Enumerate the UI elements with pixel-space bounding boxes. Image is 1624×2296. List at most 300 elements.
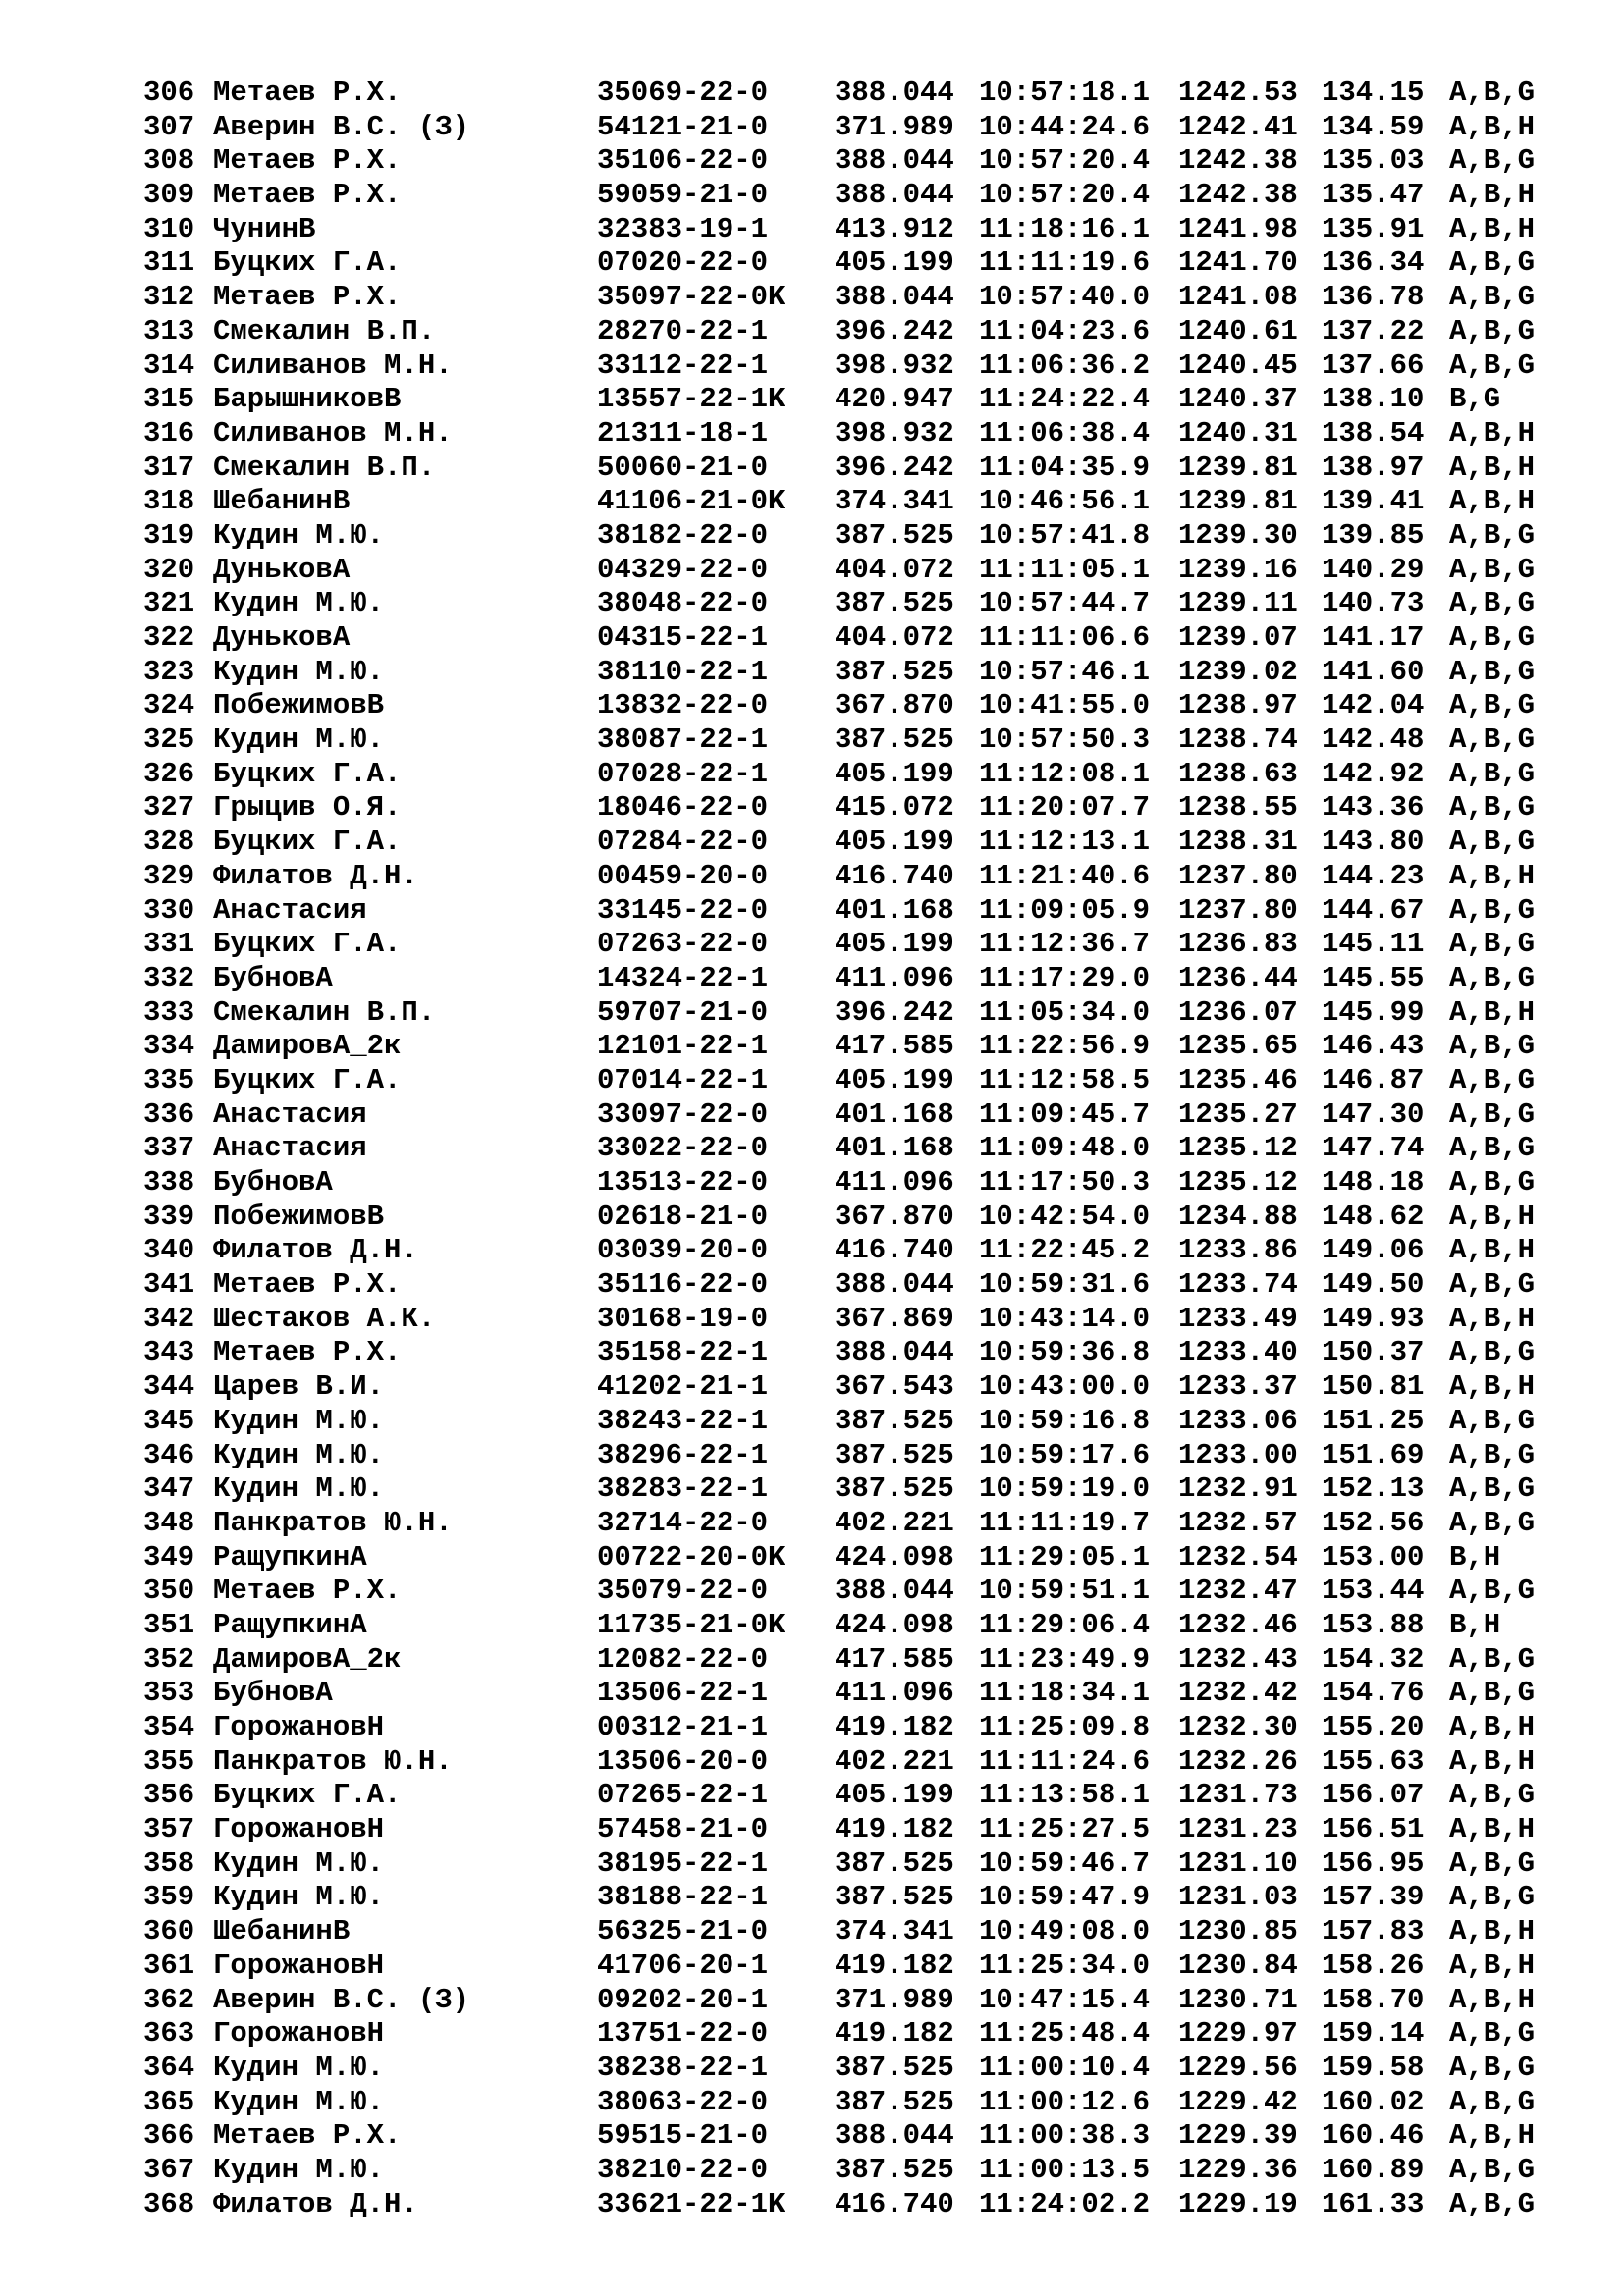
distance-value: 387.525 [835,1472,954,1506]
points-value: 139.41 [1322,485,1425,518]
ring-code: 59515-21-0 [597,2119,769,2153]
speed-value: 1239.30 [1178,518,1298,552]
participant-name: ДамировА_2к [213,1642,402,1676]
ring-code: 57458-21-0 [597,1813,769,1846]
arrival-time: 11:13:58.1 [979,1779,1151,1812]
participant-name: Метаев Р.Х. [213,77,402,109]
points-value: 157.83 [1322,1915,1425,1949]
category-flags: A,B,G [1449,1030,1536,1063]
points-value: 145.55 [1322,961,1425,994]
row-number: 323 [143,655,195,688]
speed-value: 1232.43 [1178,1642,1298,1676]
arrival-time: 11:24:02.2 [979,2187,1151,2220]
row-number: 366 [143,2119,195,2153]
arrival-time: 11:18:34.1 [979,1677,1151,1710]
category-flags: A,B,G [1449,1779,1536,1812]
points-value: 156.95 [1322,1846,1425,1880]
arrival-time: 10:44:24.6 [979,110,1151,143]
distance-value: 413.912 [835,212,954,245]
row-number: 324 [143,689,195,722]
row-number: 328 [143,826,195,859]
arrival-time: 11:23:49.9 [979,1642,1151,1676]
ring-code: 12082-22-0 [597,1642,769,1676]
ring-code: 35097-22-0K [597,281,785,314]
speed-value: 1236.44 [1178,961,1298,994]
category-flags: A,B,G [1449,2017,1536,2051]
row-number: 335 [143,1063,195,1096]
row-number: 364 [143,2051,195,2084]
arrival-time: 11:25:27.5 [979,1813,1151,1846]
category-flags: A,B,G [1449,1846,1536,1880]
speed-value: 1234.88 [1178,1200,1298,1233]
speed-value: 1233.37 [1178,1370,1298,1404]
speed-value: 1232.30 [1178,1711,1298,1743]
arrival-time: 11:17:50.3 [979,1166,1151,1199]
category-flags: A,B,G [1449,1438,1536,1471]
speed-value: 1233.40 [1178,1336,1298,1369]
row-number: 310 [143,212,195,245]
category-flags: A,B,G [1449,791,1536,825]
row-number: 327 [143,791,195,825]
row-number: 344 [143,1370,195,1404]
row-number: 365 [143,2085,195,2118]
distance-value: 420.947 [835,383,954,416]
points-value: 156.07 [1322,1779,1425,1812]
ring-code: 00722-20-0K [597,1540,785,1574]
distance-value: 401.168 [835,893,954,927]
category-flags: A,B,G [1449,1336,1536,1369]
arrival-time: 10:46:56.1 [979,485,1151,518]
distance-value: 388.044 [835,1268,954,1302]
distance-value: 374.341 [835,1915,954,1949]
category-flags: A,B,G [1449,2051,1536,2084]
row-number: 317 [143,451,195,484]
row-number: 351 [143,1608,195,1641]
speed-value: 1235.27 [1178,1097,1298,1131]
ring-code: 32383-19-1 [597,212,769,245]
participant-name: ГорожановН [213,1711,385,1743]
points-value: 161.33 [1322,2187,1425,2220]
ring-code: 04315-22-1 [597,621,769,654]
ring-code: 38182-22-0 [597,518,769,552]
speed-value: 1233.49 [1178,1302,1298,1335]
row-number: 329 [143,859,195,892]
ring-code: 13506-20-0 [597,1744,769,1778]
row-number: 358 [143,1846,195,1880]
speed-value: 1233.74 [1178,1268,1298,1302]
arrival-time: 11:00:12.6 [979,2085,1151,2118]
distance-value: 405.199 [835,1063,954,1096]
row-number: 363 [143,2017,195,2051]
row-number: 348 [143,1506,195,1539]
arrival-time: 10:42:54.0 [979,1200,1151,1233]
participant-name: Силиванов М.Н. [213,348,453,382]
arrival-time: 11:11:06.6 [979,621,1151,654]
points-value: 146.87 [1322,1063,1425,1096]
distance-value: 401.168 [835,1132,954,1165]
participant-name: Кудин М.Ю. [213,1404,385,1437]
participant-name: Кудин М.Ю. [213,723,385,757]
category-flags: A,B,G [1449,928,1536,961]
category-flags: A,B,G [1449,723,1536,757]
participant-name: Аверин В.С. (З) [213,110,470,143]
category-flags: A,B,G [1449,348,1536,382]
speed-value: 1232.26 [1178,1744,1298,1778]
participant-name: БубновА [213,1166,333,1199]
points-value: 142.92 [1322,757,1425,790]
speed-value: 1241.70 [1178,246,1298,280]
ring-code: 13832-22-0 [597,689,769,722]
ring-code: 35158-22-1 [597,1336,769,1369]
arrival-time: 11:00:38.3 [979,2119,1151,2153]
speed-value: 1229.56 [1178,2051,1298,2084]
row-number: 349 [143,1540,195,1574]
arrival-time: 10:59:16.8 [979,1404,1151,1437]
arrival-time: 11:09:05.9 [979,893,1151,927]
row-number: 341 [143,1268,195,1302]
distance-value: 371.989 [835,1983,954,2016]
distance-value: 404.072 [835,621,954,654]
participant-name: Метаев Р.Х. [213,2119,402,2153]
arrival-time: 11:25:48.4 [979,2017,1151,2051]
participant-name: Кудин М.Ю. [213,587,385,620]
distance-value: 398.932 [835,416,954,450]
points-value: 138.97 [1322,451,1425,484]
distance-value: 387.525 [835,1404,954,1437]
participant-name: БубновА [213,961,333,994]
participant-name: Буцких Г.А. [213,1063,402,1096]
row-number: 357 [143,1813,195,1846]
ring-code: 33097-22-0 [597,1097,769,1131]
row-number: 307 [143,110,195,143]
distance-value: 405.199 [835,757,954,790]
row-number: 321 [143,587,195,620]
ring-code: 13513-22-0 [597,1166,769,1199]
row-number: 326 [143,757,195,790]
points-value: 138.10 [1322,383,1425,416]
participant-name: Кудин М.Ю. [213,2051,385,2084]
category-flags: A,B,H [1449,485,1536,518]
category-flags: A,B,G [1449,587,1536,620]
arrival-time: 11:25:09.8 [979,1711,1151,1743]
arrival-time: 11:18:16.1 [979,212,1151,245]
distance-value: 367.543 [835,1370,954,1404]
distance-value: 396.242 [835,995,954,1029]
participant-name: ДуньковА [213,553,351,586]
speed-value: 1232.91 [1178,1472,1298,1506]
participant-name: Царев В.И. [213,1370,385,1404]
distance-value: 388.044 [835,1575,954,1608]
participant-name: Кудин М.Ю. [213,1472,385,1506]
points-value: 153.00 [1322,1540,1425,1574]
category-flags: A,B,G [1449,2187,1536,2220]
ring-code: 38048-22-0 [597,587,769,620]
speed-value: 1232.42 [1178,1677,1298,1710]
points-value: 160.89 [1322,2153,1425,2186]
points-value: 135.91 [1322,212,1425,245]
speed-value: 1238.97 [1178,689,1298,722]
points-value: 143.80 [1322,826,1425,859]
participant-name: Смекалин В.П. [213,995,436,1029]
arrival-time: 10:57:18.1 [979,77,1151,109]
participant-name: Кудин М.Ю. [213,2153,385,2186]
speed-value: 1232.46 [1178,1608,1298,1641]
arrival-time: 11:20:07.7 [979,791,1151,825]
row-number: 332 [143,961,195,994]
speed-value: 1238.74 [1178,723,1298,757]
ring-code: 50060-21-0 [597,451,769,484]
row-number: 354 [143,1711,195,1743]
ring-code: 38188-22-1 [597,1881,769,1914]
speed-value: 1232.57 [1178,1506,1298,1539]
distance-value: 416.740 [835,859,954,892]
participant-name: Метаев Р.Х. [213,1575,402,1608]
row-number: 336 [143,1097,195,1131]
participant-name: Кудин М.Ю. [213,518,385,552]
arrival-time: 11:22:56.9 [979,1030,1151,1063]
ring-code: 07020-22-0 [597,246,769,280]
category-flags: A,B,G [1449,621,1536,654]
speed-value: 1231.10 [1178,1846,1298,1880]
row-number: 346 [143,1438,195,1471]
arrival-time: 11:05:34.0 [979,995,1151,1029]
ring-code: 38296-22-1 [597,1438,769,1471]
arrival-time: 10:59:46.7 [979,1846,1151,1880]
ring-code: 38087-22-1 [597,723,769,757]
points-value: 154.76 [1322,1677,1425,1710]
points-value: 151.25 [1322,1404,1425,1437]
ring-code: 07284-22-0 [597,826,769,859]
ring-code: 18046-22-0 [597,791,769,825]
row-number: 313 [143,314,195,347]
category-flags: A,B,H [1449,995,1536,1029]
points-value: 141.60 [1322,655,1425,688]
distance-value: 398.932 [835,348,954,382]
participant-name: Метаев Р.Х. [213,179,402,212]
arrival-time: 10:59:36.8 [979,1336,1151,1369]
speed-value: 1230.85 [1178,1915,1298,1949]
row-number: 325 [143,723,195,757]
category-flags: A,B,G [1449,1166,1536,1199]
arrival-time: 10:57:44.7 [979,587,1151,620]
participant-name: ГорожановН [213,1813,385,1846]
distance-value: 416.740 [835,2187,954,2220]
points-value: 160.46 [1322,2119,1425,2153]
participant-name: Метаев Р.Х. [213,144,402,178]
category-flags: A,B,G [1449,655,1536,688]
row-number: 352 [143,1642,195,1676]
arrival-time: 11:29:05.1 [979,1540,1151,1574]
speed-value: 1240.37 [1178,383,1298,416]
speed-value: 1235.65 [1178,1030,1298,1063]
points-value: 143.36 [1322,791,1425,825]
points-value: 150.81 [1322,1370,1425,1404]
points-value: 152.56 [1322,1506,1425,1539]
arrival-time: 11:12:36.7 [979,928,1151,961]
points-value: 159.14 [1322,2017,1425,2051]
points-value: 151.69 [1322,1438,1425,1471]
distance-value: 417.585 [835,1642,954,1676]
category-flags: A,B,G [1449,2153,1536,2186]
speed-value: 1236.07 [1178,995,1298,1029]
speed-value: 1238.31 [1178,826,1298,859]
ring-code: 59707-21-0 [597,995,769,1029]
points-value: 145.99 [1322,995,1425,1029]
category-flags: A,B,G [1449,1268,1536,1302]
arrival-time: 10:57:20.4 [979,179,1151,212]
category-flags: A,B,H [1449,859,1536,892]
distance-value: 417.585 [835,1030,954,1063]
arrival-time: 11:12:58.5 [979,1063,1151,1096]
participant-name: БарышниковВ [213,383,402,416]
row-number: 343 [143,1336,195,1369]
points-value: 155.20 [1322,1711,1425,1743]
participant-name: Кудин М.Ю. [213,655,385,688]
distance-value: 388.044 [835,281,954,314]
points-value: 136.78 [1322,281,1425,314]
row-number: 333 [143,995,195,1029]
points-value: 159.58 [1322,2051,1425,2084]
row-number: 306 [143,77,195,109]
ring-code: 28270-22-1 [597,314,769,347]
distance-value: 411.096 [835,961,954,994]
category-flags: A,B,G [1449,1063,1536,1096]
distance-value: 387.525 [835,2051,954,2084]
speed-value: 1235.12 [1178,1166,1298,1199]
points-value: 139.85 [1322,518,1425,552]
category-flags: A,B,G [1449,1097,1536,1131]
distance-value: 387.525 [835,518,954,552]
speed-value: 1238.63 [1178,757,1298,790]
ring-code: 35106-22-0 [597,144,769,178]
arrival-time: 10:59:17.6 [979,1438,1151,1471]
participant-name: Шестаков А.К. [213,1302,436,1335]
arrival-time: 10:47:15.4 [979,1983,1151,2016]
participant-name: Филатов Д.Н. [213,1234,418,1267]
row-number: 342 [143,1302,195,1335]
ring-code: 38110-22-1 [597,655,769,688]
participant-name: Буцких Г.А. [213,826,402,859]
ring-code: 30168-19-0 [597,1302,769,1335]
participant-name: Смекалин В.П. [213,314,436,347]
participant-name: Метаев Р.Х. [213,1336,402,1369]
participant-name: Анастасия [213,1132,367,1165]
arrival-time: 10:57:46.1 [979,655,1151,688]
row-number: 331 [143,928,195,961]
category-flags: A,B,G [1449,2085,1536,2118]
category-flags: A,B,G [1449,757,1536,790]
row-number: 330 [143,893,195,927]
participant-name: ГорожановН [213,1949,385,1982]
points-value: 135.47 [1322,179,1425,212]
row-number: 360 [143,1915,195,1949]
ring-code: 33022-22-0 [597,1132,769,1165]
category-flags: A,B,G [1449,314,1536,347]
category-flags: A,B,H [1449,1813,1536,1846]
distance-value: 415.072 [835,791,954,825]
points-value: 157.39 [1322,1881,1425,1914]
category-flags: A,B,G [1449,893,1536,927]
ring-code: 07265-22-1 [597,1779,769,1812]
ring-code: 13557-22-1K [597,383,785,416]
speed-value: 1229.97 [1178,2017,1298,2051]
participant-name: Анастасия [213,1097,367,1131]
distance-value: 401.168 [835,1097,954,1131]
points-value: 135.03 [1322,144,1425,178]
ring-code: 35069-22-0 [597,77,769,109]
category-flags: A,B,G [1449,1575,1536,1608]
points-value: 158.70 [1322,1983,1425,2016]
category-flags: A,B,G [1449,518,1536,552]
points-value: 150.37 [1322,1336,1425,1369]
distance-value: 411.096 [835,1677,954,1710]
speed-value: 1230.71 [1178,1983,1298,2016]
participant-name: Кудин М.Ю. [213,1438,385,1471]
distance-value: 424.098 [835,1608,954,1641]
arrival-time: 11:11:19.6 [979,246,1151,280]
row-number: 320 [143,553,195,586]
category-flags: A,B,G [1449,689,1536,722]
arrival-time: 11:25:34.0 [979,1949,1151,1982]
speed-value: 1239.81 [1178,485,1298,518]
arrival-time: 11:22:45.2 [979,1234,1151,1267]
distance-value: 416.740 [835,1234,954,1267]
points-value: 155.63 [1322,1744,1425,1778]
category-flags: A,B,H [1449,1915,1536,1949]
ring-code: 21311-18-1 [597,416,769,450]
distance-value: 367.869 [835,1302,954,1335]
arrival-time: 11:11:05.1 [979,553,1151,586]
points-value: 147.30 [1322,1097,1425,1131]
points-value: 158.26 [1322,1949,1425,1982]
category-flags: A,B,H [1449,110,1536,143]
ring-code: 38195-22-1 [597,1846,769,1880]
distance-value: 396.242 [835,314,954,347]
distance-value: 405.199 [835,246,954,280]
distance-value: 387.525 [835,655,954,688]
category-flags: A,B,H [1449,451,1536,484]
ring-code: 07014-22-1 [597,1063,769,1096]
speed-value: 1235.12 [1178,1132,1298,1165]
arrival-time: 11:12:13.1 [979,826,1151,859]
points-value: 160.02 [1322,2085,1425,2118]
distance-value: 404.072 [835,553,954,586]
distance-value: 387.525 [835,1438,954,1471]
category-flags: A,B,G [1449,246,1536,280]
row-number: 362 [143,1983,195,2016]
participant-name: Буцких Г.А. [213,1779,402,1812]
points-value: 142.48 [1322,723,1425,757]
row-number: 339 [143,1200,195,1233]
participant-name: Анастасия [213,893,367,927]
ring-code: 33112-22-1 [597,348,769,382]
speed-value: 1232.47 [1178,1575,1298,1608]
arrival-time: 10:59:47.9 [979,1881,1151,1914]
category-flags: A,B,G [1449,281,1536,314]
points-value: 144.67 [1322,893,1425,927]
category-flags: A,B,H [1449,1983,1536,2016]
distance-value: 405.199 [835,826,954,859]
points-value: 149.06 [1322,1234,1425,1267]
points-value: 134.15 [1322,77,1425,109]
arrival-time: 10:57:20.4 [979,144,1151,178]
speed-value: 1240.45 [1178,348,1298,382]
ring-code: 38283-22-1 [597,1472,769,1506]
ring-code: 07263-22-0 [597,928,769,961]
participant-name: ДамировА_2к [213,1030,402,1063]
distance-value: 388.044 [835,77,954,109]
points-value: 144.23 [1322,859,1425,892]
